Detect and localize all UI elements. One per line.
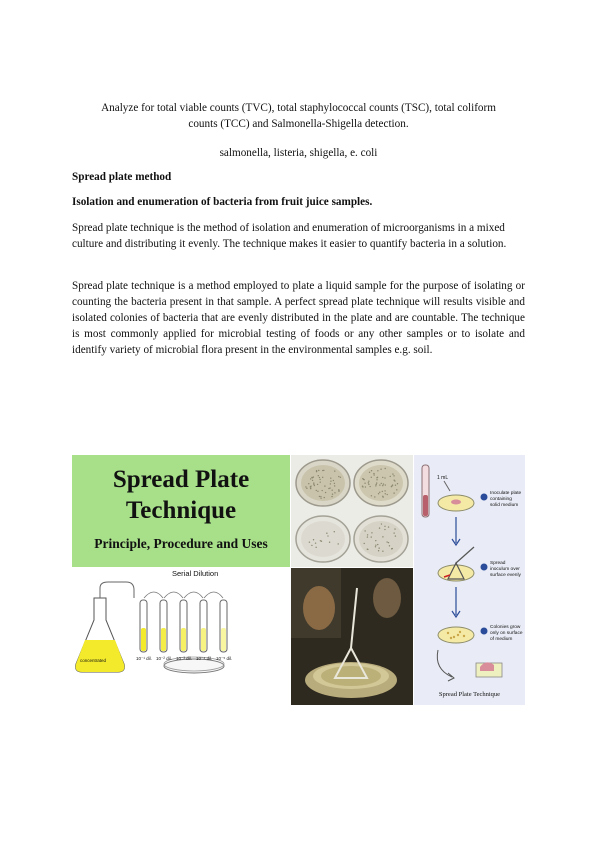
tube-dilution-label: 10⁻² dil. <box>156 656 172 661</box>
colony-dot <box>384 529 385 530</box>
colony-dot <box>319 496 320 497</box>
colony-dot <box>309 541 310 542</box>
colony-dot <box>315 542 316 543</box>
colony-dot <box>331 496 332 497</box>
colony-dot <box>389 545 390 546</box>
colony-dot <box>369 472 370 473</box>
serial-dilution-illustration <box>72 568 290 705</box>
colony-dot <box>395 485 396 486</box>
colony-dot <box>375 485 376 486</box>
colony-dot <box>373 474 374 475</box>
colony-dot <box>334 531 335 532</box>
colony-dot <box>334 470 335 471</box>
colony-dot <box>318 470 319 471</box>
colony-dot <box>330 483 331 484</box>
colony-dot <box>385 493 386 494</box>
colony-dot <box>377 544 378 545</box>
colony-dot <box>388 542 389 543</box>
colony-dot <box>338 476 339 477</box>
paragraph-detail: Spread plate technique is a method employed to plate a liquid sample for the purpose of isolating or counting the bacteria present in that sample. A perfect spread plate technique will results visible and isolated colonies of bacteria that are evenly distributed in the plate and are countable. The technique is most commonly applied for microbial testing of foods or any other samples or to isolate and identify variety of microbial flora present in the environmental samples e.g. soil. <box>72 280 525 356</box>
colony-dot <box>392 484 393 485</box>
colony-dot <box>328 488 329 489</box>
colony-dot <box>364 530 365 531</box>
flask-label: concentrated <box>80 658 107 663</box>
colony-dot <box>320 481 321 482</box>
colony-dot <box>382 485 383 486</box>
colony-dot <box>315 547 316 548</box>
colony-dot <box>322 477 323 478</box>
colony-dot <box>330 480 331 481</box>
colony-dot <box>334 492 335 493</box>
spreading-photo <box>291 568 413 705</box>
colony-dot <box>367 549 368 550</box>
colony-dot <box>371 536 372 537</box>
colony-dot <box>388 526 389 527</box>
petri-dish-bottom-left <box>296 516 350 562</box>
colony-dot <box>371 532 372 533</box>
colony-dot <box>376 479 377 480</box>
colony-dot <box>362 478 363 479</box>
document-title-line2: counts (TCC) and Salmonella-Shigella detection. <box>188 118 409 130</box>
colony-dot <box>313 482 314 483</box>
colony-dot <box>369 486 370 487</box>
colony-dot <box>306 488 307 489</box>
colony-dot <box>375 546 376 547</box>
spreader-plate-icon <box>438 547 474 581</box>
colony-dot <box>381 483 382 484</box>
inoculum-volume-label: 1 mL <box>437 475 449 481</box>
colony-dot <box>379 492 380 493</box>
colony-dot <box>385 468 386 469</box>
colony-dot <box>380 469 381 470</box>
section-subheading: Isolation and enumeration of bacteria from fruit juice samples. <box>72 196 373 208</box>
colony-dot <box>382 491 383 492</box>
test-tube-icon <box>220 600 227 652</box>
colony-dot <box>371 495 372 496</box>
petri-dish-bottom-right <box>354 516 408 562</box>
inoculate-plate-icon <box>438 495 474 511</box>
colony-dot <box>365 486 366 487</box>
colony-dot <box>375 545 376 546</box>
colony-dot <box>338 491 339 492</box>
colony-dot <box>397 483 398 484</box>
colony-dot <box>384 477 385 478</box>
spread-plate-figure <box>72 455 525 705</box>
colony-dot <box>382 536 383 537</box>
colony-dot <box>379 527 380 528</box>
colony-dot <box>394 528 395 529</box>
colony-dot <box>310 485 311 486</box>
colony-dot <box>340 477 341 478</box>
colony-dot <box>317 484 318 485</box>
colony-dot <box>371 470 372 471</box>
colony-dot <box>393 532 394 533</box>
figure-title-panel <box>72 455 290 567</box>
colony-dot <box>382 477 383 478</box>
colony-dot <box>316 490 317 491</box>
colony-dot <box>331 489 332 490</box>
colony-dot <box>368 481 369 482</box>
colony-dot <box>384 490 385 491</box>
colony-dot <box>393 475 394 476</box>
colony-dot <box>308 483 309 484</box>
step-3-label: Colonies grow only on surface of medium <box>490 625 523 642</box>
colony-dot <box>313 476 314 477</box>
colony-dot <box>382 496 383 497</box>
organism-list: salmonella, listeria, shigella, e. coli <box>219 147 378 159</box>
colony-dot <box>383 483 384 484</box>
colony-dot <box>393 479 394 480</box>
colony-dot <box>367 534 368 535</box>
colony-dot <box>337 543 338 544</box>
colony-dot <box>374 496 375 497</box>
diagram-caption: Spread Plate Technique <box>438 691 501 698</box>
tube-dilution-label: 10⁻⁴ dil. <box>196 656 213 661</box>
tube-dilution-label: 10⁻³ dil. <box>176 656 192 661</box>
colony-dot <box>385 484 386 485</box>
colony-dot <box>325 492 326 493</box>
section-heading: Spread plate method <box>72 171 172 183</box>
petri-dish-top-left <box>296 460 350 506</box>
colony-dot <box>362 486 363 487</box>
colony-dot <box>396 489 397 490</box>
colony-dot <box>387 494 388 495</box>
colony-dot <box>378 550 379 551</box>
colony-dot <box>326 533 327 534</box>
colony-dot <box>371 477 372 478</box>
colony-dot <box>377 470 378 471</box>
test-tube-icon <box>422 465 429 517</box>
colony-dot <box>313 484 314 485</box>
colony-dot <box>324 497 325 498</box>
colony-dot <box>379 484 380 485</box>
colony-dot <box>391 548 392 549</box>
colony-dot <box>395 535 396 536</box>
colony-dot <box>332 494 333 495</box>
colony-dot <box>334 483 335 484</box>
colony-dot <box>376 482 377 483</box>
figure-title-line2: Technique <box>125 497 237 524</box>
paragraph-intro: Spread plate technique is the method of isolation and enumeration of microorganisms in a mixed culture and distributing it evenly. The technique makes it easier to quantify bacteria in a solution. <box>72 222 507 250</box>
colony-dot <box>305 486 306 487</box>
colony-closeup-icon <box>476 662 502 677</box>
colony-dot <box>313 539 314 540</box>
colony-dot <box>324 485 325 486</box>
colony-dot <box>320 497 321 498</box>
colony-dot <box>311 545 312 546</box>
colony-dot <box>386 541 387 542</box>
colony-dot <box>368 482 369 483</box>
colony-dot <box>375 540 376 541</box>
colony-dot <box>330 477 331 478</box>
colony-dot <box>320 496 321 497</box>
figure-title-line1: Spread Plate <box>112 466 250 493</box>
petri-dish-photo <box>291 455 413 567</box>
colony-dot <box>333 480 334 481</box>
serial-dilution-label: Serial Dilution <box>172 569 219 578</box>
colony-dot <box>390 476 391 477</box>
colony-dot <box>375 484 376 485</box>
colony-dot <box>377 477 378 478</box>
colony-dot <box>321 490 322 491</box>
colony-dot <box>334 485 335 486</box>
colony-dot <box>312 480 313 481</box>
colony-dot <box>317 491 318 492</box>
document-title-line1: Analyze for total viable counts (TVC), total staphylococcal counts (TSC), total coliform <box>101 102 496 114</box>
colony-dot <box>367 536 368 537</box>
colony-dot <box>381 523 382 524</box>
colony-dot <box>392 473 393 474</box>
colony-dot <box>368 484 369 485</box>
colony-dot <box>319 479 320 480</box>
colony-dot <box>318 475 319 476</box>
colony-dot <box>329 542 330 543</box>
spread-plate-diagram <box>414 455 525 705</box>
tube-dilution-label: 10⁻⁵ dil. <box>216 656 233 661</box>
colony-dot <box>364 543 365 544</box>
figure-subtitle: Principle, Procedure and Uses <box>94 536 268 551</box>
colonies-plate-icon <box>438 627 474 643</box>
step-1-label: Inoculate plate containing solid medium <box>490 491 522 508</box>
colony-dot <box>364 482 365 483</box>
colony-dot <box>393 492 394 493</box>
colony-dot <box>378 547 379 548</box>
colony-dot <box>319 477 320 478</box>
colony-dot <box>373 473 374 474</box>
step-2-label: Spread inoculum over surface evenly <box>490 561 521 578</box>
petri-dish-icon <box>164 657 224 673</box>
colony-dot <box>311 477 312 478</box>
colony-dot <box>316 470 317 471</box>
colony-dot <box>322 470 323 471</box>
colony-dot <box>310 488 311 489</box>
colony-dot <box>378 493 379 494</box>
colony-dot <box>320 540 321 541</box>
colony-dot <box>384 526 385 527</box>
colony-dot <box>382 551 383 552</box>
tube-dilution-label: 10⁻¹ dil. <box>136 656 152 661</box>
colony-dot <box>310 478 311 479</box>
colony-dot <box>327 535 328 536</box>
